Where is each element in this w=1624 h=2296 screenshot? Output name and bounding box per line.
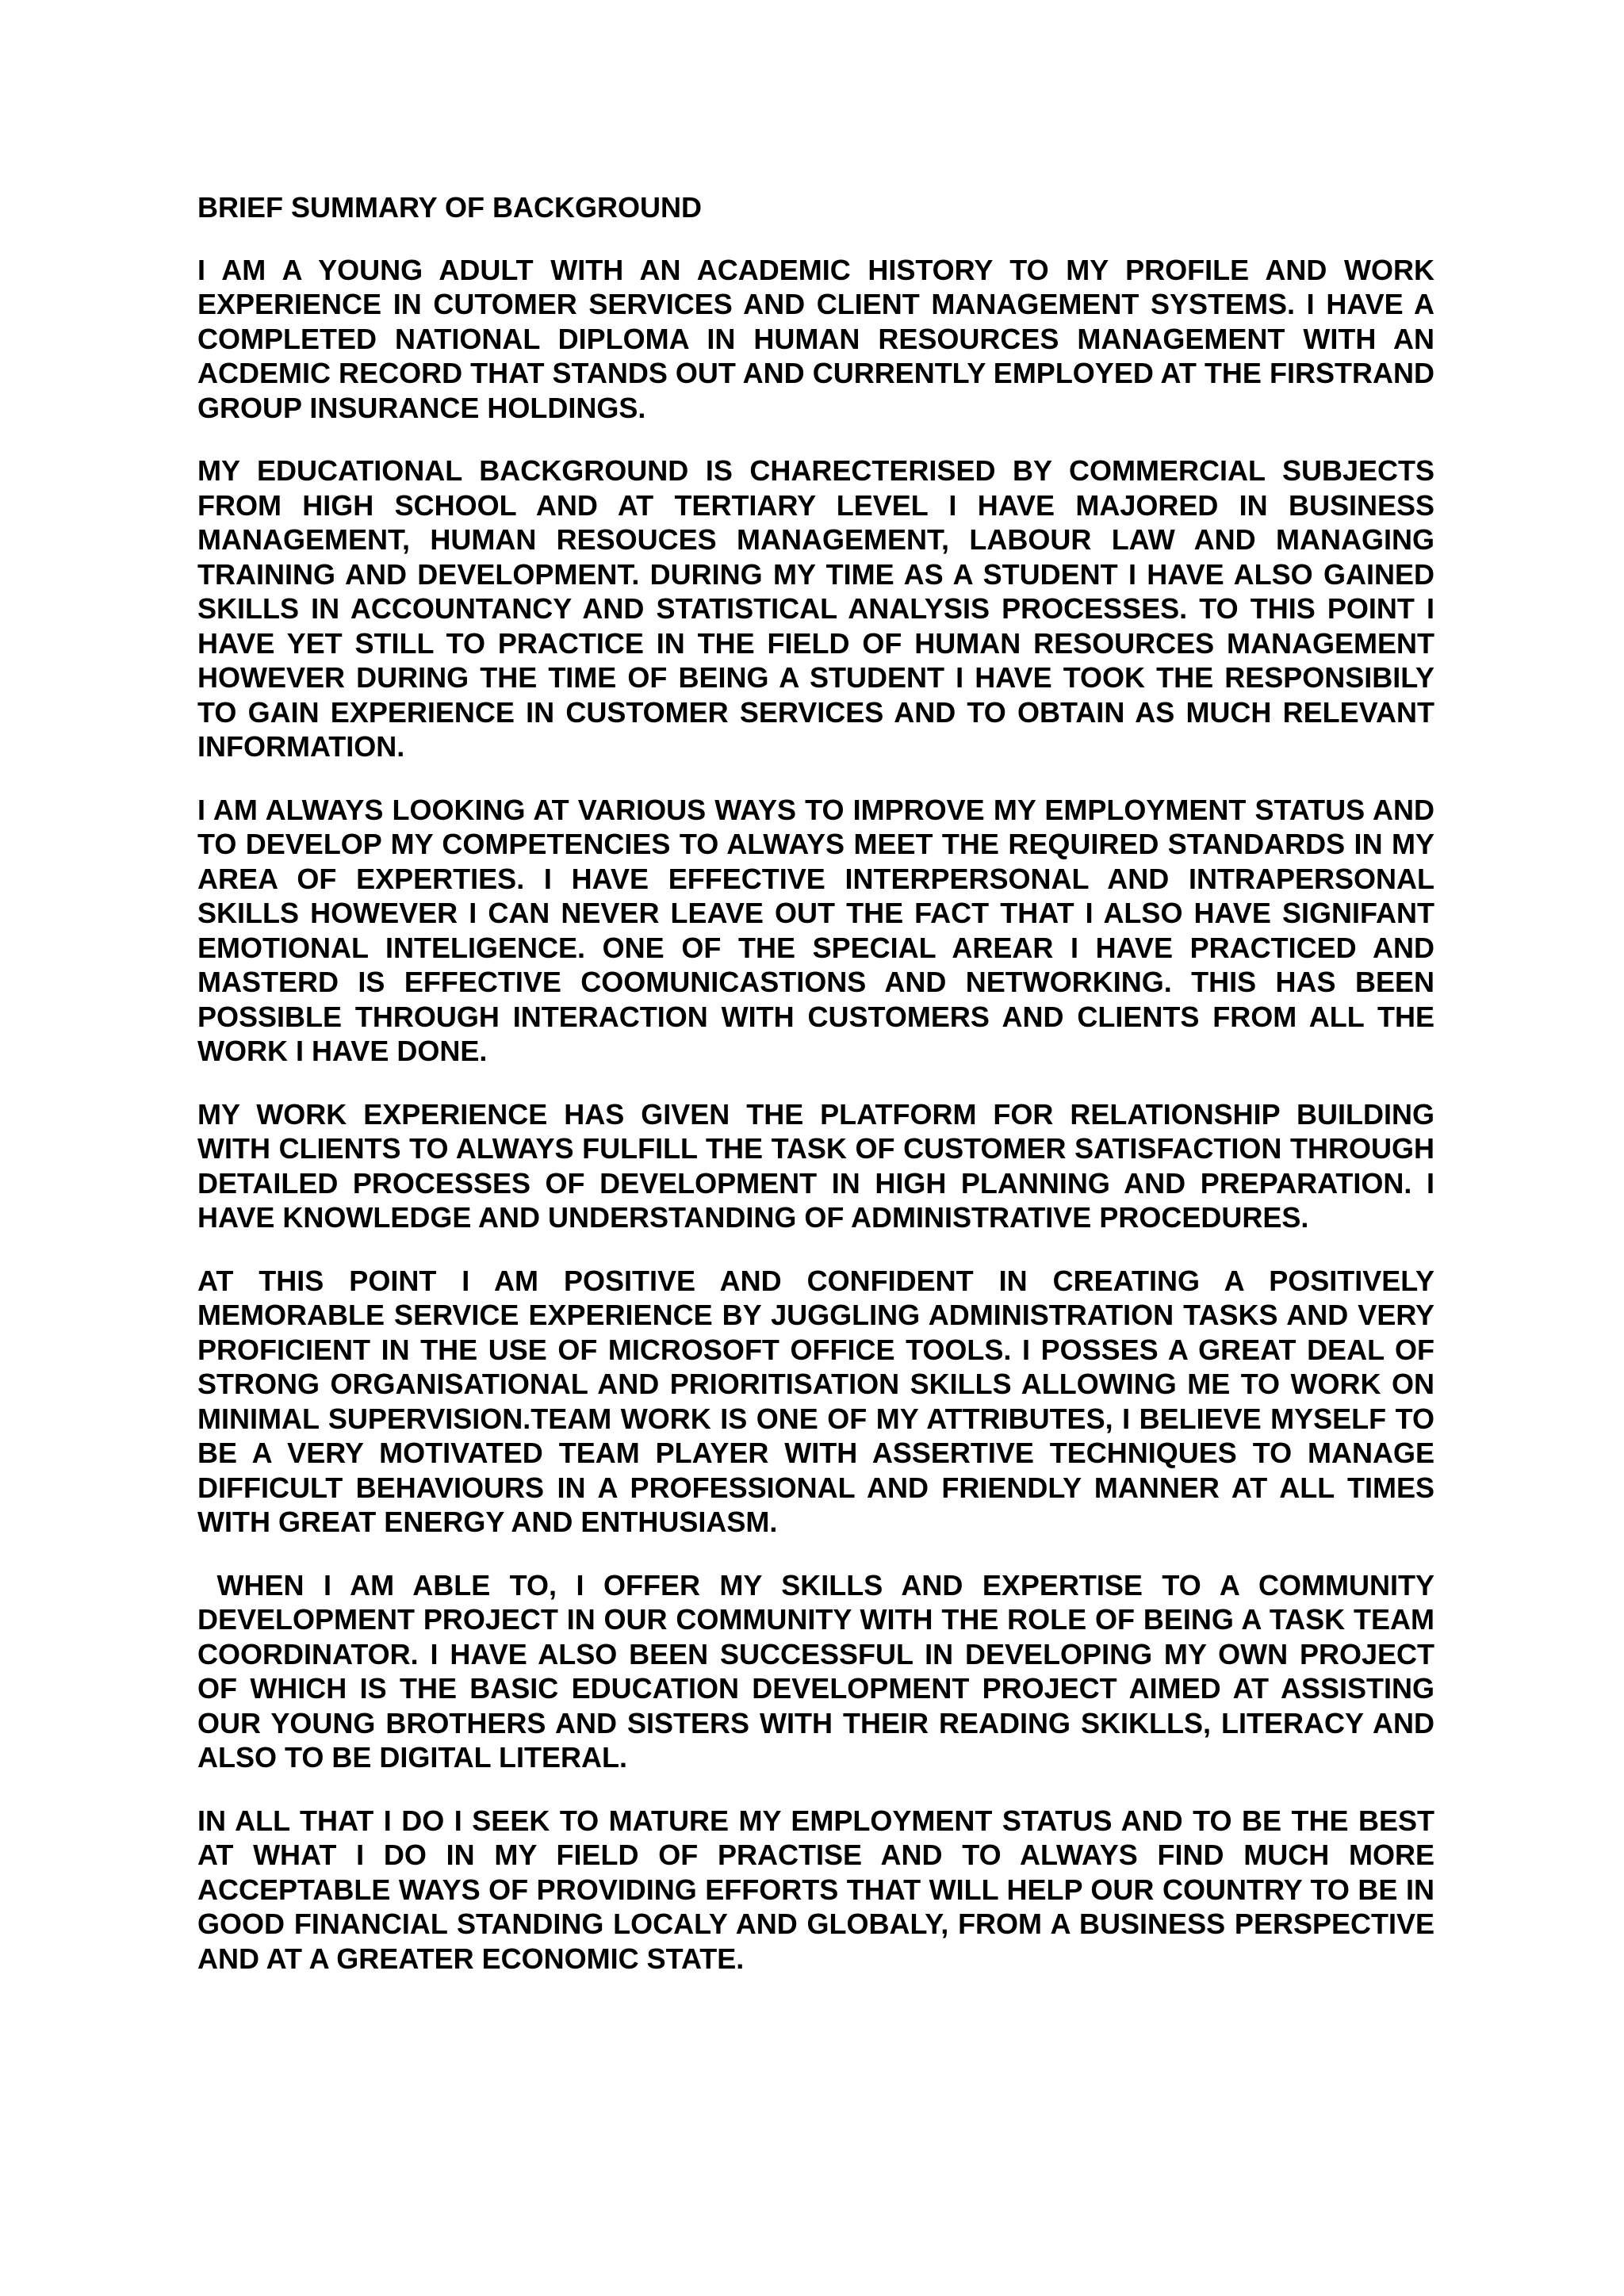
paragraph-competencies: I AM ALWAYS LOOKING AT VARIOUS WAYS TO IMPROVE MY EMPLOYMENT STATUS AND TO DEVELOP MY COMPETENCIES TO ALWAYS MEET THE REQUIRED STANDARDS IN MY AREA OF EXPERTIES. I HAVE EFFECTIVE INTERPERSONAL AND INTRAPERSONAL SKILLS HOWEVER I CAN NEVER LEAVE OUT THE FACT THAT I ALSO HAVE SIGNIFANT EMOTIONAL INTELIGENCE. ONE OF THE SPECIAL AREAR I HAVE PRACTICED AND MASTERD IS EFFECTIVE COOMUNICASTIONS AND NETWORKING. THIS HAS BEEN POSSIBLE THROUGH INTERACTION WITH CUSTOMERS AND CLIENTS FROM ALL THE WORK I HAVE DONE. bbox=[197, 793, 1434, 1067]
paragraph-skills: AT THIS POINT I AM POSITIVE AND CONFIDENT IN CREATING A POSITIVELY MEMORABLE SERVICE EXPERIENCE BY JUGGLING ADMINISTRATION TASKS AND VERY PROFICIENT IN THE USE OF MICROSOFT OFFICE TOOLS. I POSSES A GREAT DEAL OF STRONG ORGANISATIONAL AND PRIORITISATION SKILLS ALLOWING ME TO WORK ON MINIMAL SUPERVISION.TEAM WORK IS ONE OF MY ATTRIBUTES, I BELIEVE MYSELF TO BE A VERY MOTIVATED TEAM PLAYER WITH ASSERTIVE TECHNIQUES TO MANAGE DIFFICULT BEHAVIOURS IN A PROFESSIONAL AND FRIENDLY MANNER AT ALL TIMES WITH GREAT ENERGY AND ENTHUSIASM. bbox=[197, 1264, 1434, 1538]
document-body bbox=[197, 190, 1443, 2004]
paragraph-work-experience: MY WORK EXPERIENCE HAS GIVEN THE PLATFORM FOR RELATIONSHIP BUILDING WITH CLIENTS TO ALWAYS FULFILL THE TASK OF CUSTOMER SATISFACTION THROUGH DETAILED PROCESSES OF DEVELOPMENT IN HIGH PLANNING AND PREPARATION. I HAVE KNOWLEDGE AND UNDERSTANDING OF ADMINISTRATIVE PROCEDURES. bbox=[197, 1097, 1434, 1234]
paragraph-introduction: I AM A YOUNG ADULT WITH AN ACADEMIC HISTORY TO MY PROFILE AND WORK EXPERIENCE IN CUTOMER SERVICES AND CLIENT MANAGEMENT SYSTEMS. I HAVE A COMPLETED NATIONAL DIPLOMA IN HUMAN RESOURCES MANAGEMENT WITH AN ACDEMIC RECORD THAT STANDS OUT AND CURRENTLY EMPLOYED AT THE FIRSTRAND GROUP INSURANCE HOLDINGS. bbox=[197, 253, 1434, 424]
paragraph-education: MY EDUCATIONAL BACKGROUND IS CHARECTERISED BY COMMERCIAL SUBJECTS FROM HIGH SCHOOL AND AT TERTIARY LEVEL I HAVE MAJORED IN BUSINESS MANAGEMENT, HUMAN RESOUCES MANAGEMENT, LABOUR LAW AND MANAGING TRAINING AND DEVELOPMENT. DURING MY TIME AS A STUDENT I HAVE ALSO GAINED SKILLS IN ACCOUNTANCY AND STATISTICAL ANALYSIS PROCESSES. TO THIS POINT I HAVE YET STILL TO PRACTICE IN THE FIELD OF HUMAN RESOURCES MANAGEMENT HOWEVER DURING THE TIME OF BEING A STUDENT I HAVE TOOK THE RESPONSIBILY TO GAIN EXPERIENCE IN CUSTOMER SERVICES AND TO OBTAIN AS MUCH RELEVANT INFORMATION. bbox=[197, 454, 1434, 763]
document-title: BRIEF SUMMARY OF BACKGROUND bbox=[197, 191, 702, 224]
paragraph-conclusion: IN ALL THAT I DO I SEEK TO MATURE MY EMPLOYMENT STATUS AND TO BE THE BEST AT WHAT I DO IN MY FIELD OF PRACTISE AND TO ALWAYS FIND MUCH MORE ACCEPTABLE WAYS OF PROVIDING EFFORTS THAT WILL HELP OUR COUNTRY TO BE IN GOOD FINANCIAL STANDING LOCALY AND GLOBALY, FROM A BUSINESS PERSPECTIVE AND AT A GREATER ECONOMIC STATE. bbox=[197, 1804, 1434, 1975]
paragraph-community: WHEN I AM ABLE TO, I OFFER MY SKILLS AND EXPERTISE TO A COMMUNITY DEVELOPMENT PROJECT IN OUR COMMUNITY WITH THE ROLE OF BEING A TASK TEAM COORDINATOR. I HAVE ALSO BEEN SUCCESSFUL IN DEVELOPING MY OWN PROJECT OF WHICH IS THE BASIC EDUCATION DEVELOPMENT PROJECT AIMED AT ASSISTING OUR YOUNG BROTHERS AND SISTERS WITH THEIR READING SKIKLLS, LITERACY AND ALSO TO BE DIGITAL LITERAL. bbox=[197, 1568, 1443, 1774]
